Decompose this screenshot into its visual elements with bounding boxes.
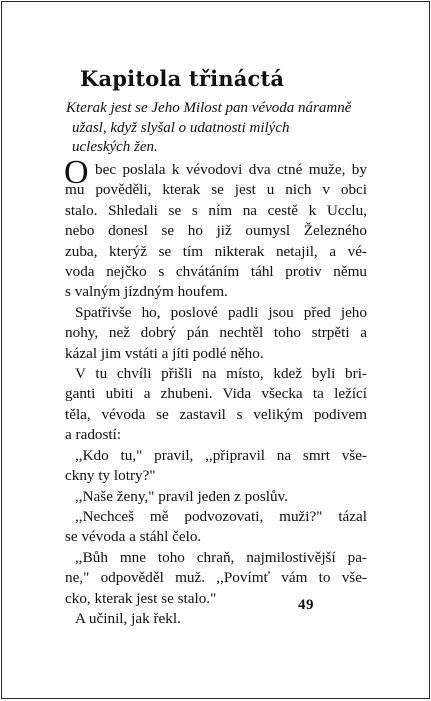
text-line: stalo. Shledali se s ním na cestě k Ucclu, [65,201,367,219]
text-line: nebo donesl se ho již oumysl Železného [65,222,367,240]
paragraph [65,446,367,487]
text-line: s valným jízdným houfem. [65,283,228,301]
paragraph [65,303,367,364]
chapter-title: Kapitola třináctá [80,66,285,91]
paragraph [65,609,367,629]
text-line: Spatřivše ho, poslové padli jsou před jeho [75,303,367,321]
page-number: 49 [298,597,314,613]
text-line: cko, kterak jest se stalo." [65,589,217,607]
text-line: ,,Bůh mne toho chraň, najmilostivější pa- [75,548,367,566]
text-line: mu pověděli, kterak se jest u nich v obci [65,181,367,199]
paragraph [65,507,367,548]
text-line: kázal jim vstáti a jíti podlé něho. [65,344,264,362]
text-line: zuba, kterýž se tím nikterak netajil, a vé- [65,242,367,260]
text-line: voda nejčko s chvátáním táhl protiv němu [65,263,367,281]
text-line: a radostí: [65,426,122,444]
text-line: A učinil, jak řekl. [75,609,181,627]
subtitle-line: Kterak jest se Jeho Milost pan vévoda náramně [66,100,352,116]
text-line: nohy, než dobrý pán nechtěl toho strpěti a [65,324,367,342]
body-text [64,154,367,629]
paragraph [65,548,367,609]
text-line: ,,Naše ženy," pravil jeden z poslův. [75,487,288,505]
text-line: ,,Nechceš mě podvozovati, muži?" tázal [75,507,367,525]
text-line: ganti ubiti a zhubeni. Vida všecka ta ležící [65,385,367,403]
text-line: ne," odpověděl muž. ,,Povímť vám to vše- [65,569,367,587]
chapter-subtitle [66,99,376,158]
text-line: ,,Kdo tu," pravil, ,,připravil na smrt vše- [75,446,367,464]
paragraph [64,154,367,303]
text-line: V tu chvíli přišli na místo, kdež byli bri- [75,365,367,383]
text-line: těla, vévoda se zastavil s velikým podivem [65,405,367,423]
book-page [1,1,430,699]
paragraph [65,487,367,507]
subtitle-line: ucleských žen. [72,139,158,155]
paragraph [65,364,367,446]
subtitle-line: užasl, když slyšal o udatnosti milých [72,119,290,136]
text-line: ckny ty lotry?" [65,467,156,485]
drop-cap: O [64,154,89,191]
text-line: se vévoda a stáhl čelo. [65,528,202,546]
text-line: bec poslala k vévodovi dva ctné muže, by [95,161,367,178]
